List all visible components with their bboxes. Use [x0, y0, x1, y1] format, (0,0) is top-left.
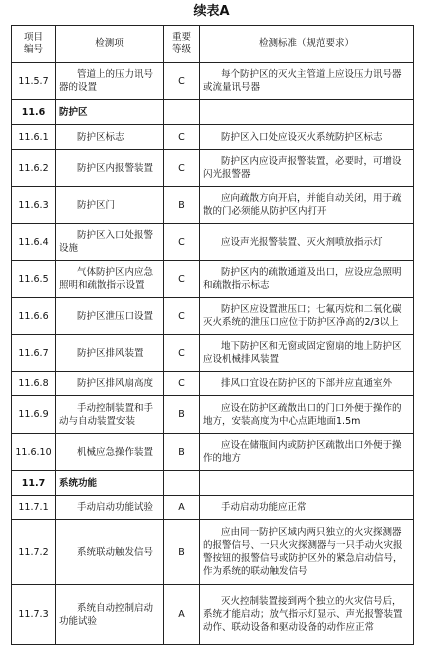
- importance-grade: [164, 471, 200, 496]
- table-row: [12, 434, 414, 471]
- item-name: 防护区内报警装置: [56, 150, 164, 187]
- inspection-criteria: 手动启动功能应正常: [200, 496, 414, 520]
- inspection-criteria: 应设在防护区疏散出口的门口外便于操作的地方，安装高度为中心点距地面1.5m: [200, 396, 414, 434]
- table-title: 续表A: [193, 4, 230, 19]
- header-criteria: 检测标准（规范要求）: [200, 26, 414, 63]
- table-row: [12, 261, 414, 298]
- table-row: [12, 585, 414, 645]
- inspection-criteria: 防护区入口处应设灭火系统防护区标志: [200, 125, 414, 150]
- importance-grade: A: [164, 496, 200, 520]
- importance-grade: C: [164, 335, 200, 372]
- table-row: [12, 496, 414, 520]
- item-name: 防护区排风装置: [56, 335, 164, 372]
- item-number: 11.6.6: [12, 298, 56, 335]
- table-row: [12, 372, 414, 396]
- item-name: 防护区泄压口设置: [56, 298, 164, 335]
- table-row: [12, 298, 414, 335]
- importance-grade: B: [164, 520, 200, 585]
- item-name: 气体防护区内应急照明和疏散指示设置: [56, 261, 164, 298]
- table-row: [12, 187, 414, 224]
- item-name: 手动控制装置和手动与自动装置安装: [56, 396, 164, 434]
- item-name: 机械应急操作装置: [56, 434, 164, 471]
- importance-grade: [164, 100, 200, 125]
- importance-grade: B: [164, 396, 200, 434]
- inspection-criteria: 应设声光报警装置、灭火剂喷放指示灯: [200, 224, 414, 261]
- item-number: 11.6.10: [12, 434, 56, 471]
- item-name: 系统功能: [56, 471, 164, 496]
- table-row: [12, 335, 414, 372]
- item-number: 11.6.9: [12, 396, 56, 434]
- inspection-criteria: [200, 100, 414, 125]
- importance-grade: C: [164, 125, 200, 150]
- header-grade: 重要 等级: [164, 26, 200, 63]
- header-no: 项目 编号: [12, 26, 56, 63]
- item-name: 防护区标志: [56, 125, 164, 150]
- table-row: [12, 63, 414, 100]
- header-row: [12, 26, 414, 63]
- item-name: 系统联动触发信号: [56, 520, 164, 585]
- importance-grade: B: [164, 187, 200, 224]
- inspection-criteria: 防护区内应设声报警装置，必要时，可增设闪光报警器: [200, 150, 414, 187]
- inspection-criteria: 应向疏散方向开启，并能自动关闭，用于疏散的门必须能从防护区内打开: [200, 187, 414, 224]
- item-number: 11.6.2: [12, 150, 56, 187]
- table-row: [12, 125, 414, 150]
- inspection-criteria: 地下防护区和无窗或固定窗扇的地上防护区应设机械排风装置: [200, 335, 414, 372]
- table-row: [12, 150, 414, 187]
- item-number: 11.6.3: [12, 187, 56, 224]
- importance-grade: C: [164, 372, 200, 396]
- importance-grade: B: [164, 434, 200, 471]
- inspection-criteria: [200, 471, 414, 496]
- importance-grade: A: [164, 585, 200, 645]
- item-name: 系统自动控制启动功能试验: [56, 585, 164, 645]
- item-number: 11.7.3: [12, 585, 56, 645]
- item-name: 手动启动功能试验: [56, 496, 164, 520]
- inspection-table: [11, 25, 414, 645]
- item-name: 防护区排风扇高度: [56, 372, 164, 396]
- table-row: [12, 396, 414, 434]
- section-row: [12, 471, 414, 496]
- item-number: 11.6.1: [12, 125, 56, 150]
- inspection-criteria: 防护区应设置泄压口；七氟丙烷和二氧化碳灭火系统的泄压口应位于防护区净高的2/3以上: [200, 298, 414, 335]
- item-number: 11.7.2: [12, 520, 56, 585]
- inspection-criteria: 灭火控制装置接到两个独立的火灾信号后，系统才能启动；放气指示灯显示、声光报警装置动作、联动设备和驱动设备的动作应正常: [200, 585, 414, 645]
- item-name: 管道上的压力讯号器的设置: [56, 63, 164, 100]
- inspection-criteria: 排风口宜设在防护区的下部并应直通室外: [200, 372, 414, 396]
- importance-grade: C: [164, 150, 200, 187]
- table-row: [12, 520, 414, 585]
- table-row: [12, 224, 414, 261]
- item-number: 11.7: [12, 471, 56, 496]
- importance-grade: C: [164, 261, 200, 298]
- item-number: 11.7.1: [12, 496, 56, 520]
- importance-grade: C: [164, 224, 200, 261]
- inspection-criteria: 每个防护区的灭火主管道上应设压力讯号器或流量讯号器: [200, 63, 414, 100]
- importance-grade: C: [164, 298, 200, 335]
- inspection-criteria: 应由同一防护区域内两只独立的火灾探测器的报警信号、一只火灾探测器与一只手动火灾报警按钮的报警信号或防护区外的紧急启动信号，作为系统的联动触发信号: [200, 520, 414, 585]
- item-number: 11.5.7: [12, 63, 56, 100]
- item-name: 防护区入口处报警设施: [56, 224, 164, 261]
- item-number: 11.6: [12, 100, 56, 125]
- item-name: 防护区: [56, 100, 164, 125]
- header-item: 检测项: [56, 26, 164, 63]
- item-number: 11.6.7: [12, 335, 56, 372]
- inspection-criteria: 应设在储瓶间内或防护区疏散出口外便于操作的地方: [200, 434, 414, 471]
- item-number: 11.6.5: [12, 261, 56, 298]
- item-number: 11.6.8: [12, 372, 56, 396]
- inspection-criteria: 防护区内的疏散通道及出口，应设应急照明和疏散指示标志: [200, 261, 414, 298]
- importance-grade: C: [164, 63, 200, 100]
- item-number: 11.6.4: [12, 224, 56, 261]
- section-row: [12, 100, 414, 125]
- item-name: 防护区门: [56, 187, 164, 224]
